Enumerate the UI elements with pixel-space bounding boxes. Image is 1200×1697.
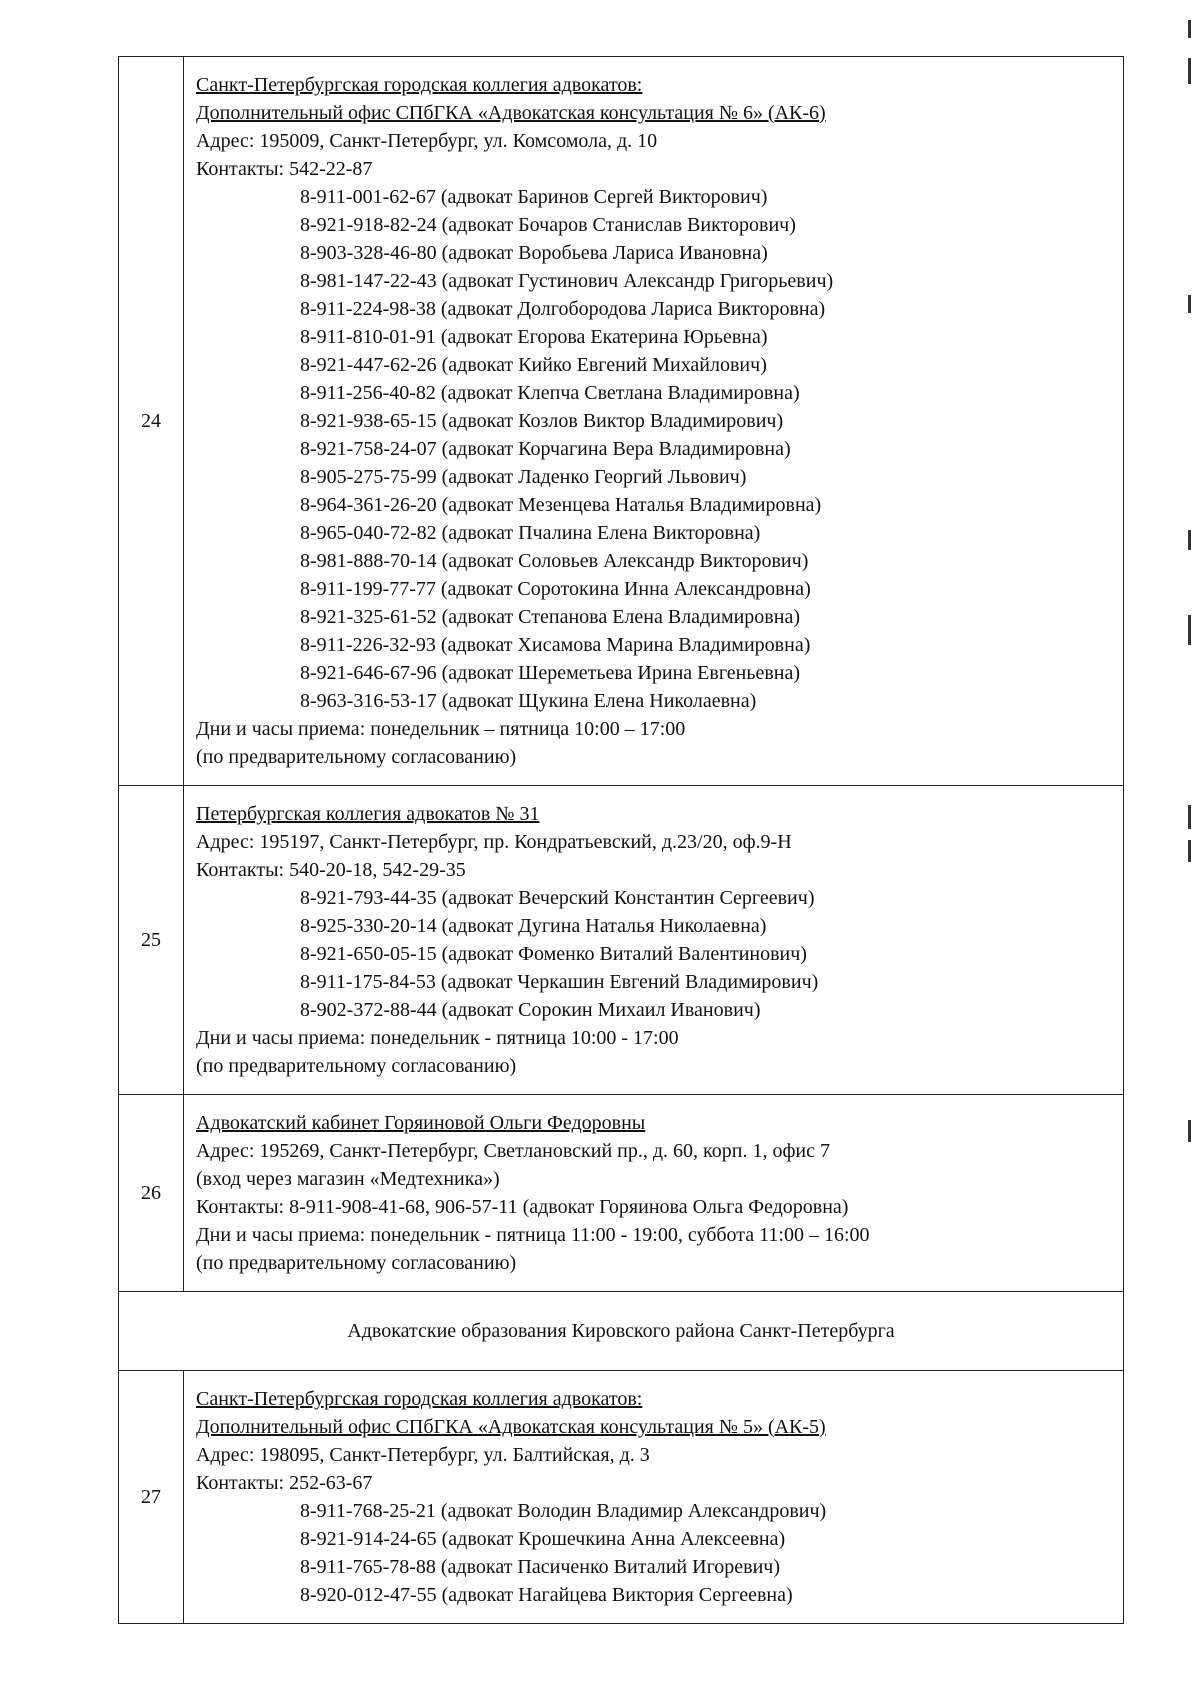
scan-edge-mark xyxy=(1188,58,1191,84)
row-number: 27 xyxy=(119,1371,184,1624)
phone-entry: 8-921-914-24-65 (адвокат Крошечкина Анна Алексеевна) xyxy=(300,1528,786,1550)
phone-entry: 8-911-001-62-67 (адвокат Баринов Сергей Викторович) xyxy=(300,186,768,208)
phone-entry: 8-911-810-01-91 (адвокат Егорова Екатерина Юрьевна) xyxy=(300,326,768,348)
row-content xyxy=(184,1095,1124,1292)
phone-entry: 8-921-646-67-96 (адвокат Шереметьева Ирина Евгеньевна) xyxy=(300,662,801,684)
phone-entry: 8-911-768-25-21 (адвокат Володин Владимир Александрович) xyxy=(300,1500,827,1522)
row-content xyxy=(184,57,1124,786)
scan-edge-mark xyxy=(1188,615,1191,645)
scan-edge-mark xyxy=(1188,1120,1191,1142)
row-number: 26 xyxy=(119,1095,184,1292)
org-name: Санкт-Петербургская городская коллегия адвокатов: xyxy=(196,1388,643,1410)
row-number: 25 xyxy=(119,786,184,1095)
phone-entry: 8-921-793-44-35 (адвокат Вечерский Константин Сергеевич) xyxy=(300,887,815,909)
scan-edge-mark xyxy=(1188,805,1191,829)
row-content xyxy=(184,1371,1124,1624)
office-hours: Дни и часы приема: понедельник - пятница 11:00 - 19:00, суббота 11:00 – 16:00 xyxy=(196,1224,870,1246)
phone-entry: 8-964-361-26-20 (адвокат Мезенцева Наталья Владимировна) xyxy=(300,494,822,516)
phone-entry: 8-921-325-61-52 (адвокат Степанова Елена Владимировна) xyxy=(300,606,800,628)
phone-entry: 8-911-226-32-93 (адвокат Хисамова Марина Владимировна) xyxy=(300,634,811,656)
row-content xyxy=(184,786,1124,1095)
row-number: 24 xyxy=(119,57,184,786)
phone-entry: 8-911-175-84-53 (адвокат Черкашин Евгений Владимирович) xyxy=(300,971,819,993)
contacts: Контакты: 540-20-18, 542-29-35 xyxy=(196,859,466,881)
phone-entry: 8-911-256-40-82 (адвокат Клепча Светлана Владимировна) xyxy=(300,382,800,404)
phone-entry: 8-911-199-77-77 (адвокат Соротокина Инна Александровна) xyxy=(300,578,811,600)
phone-entry: 8-905-275-75-99 (адвокат Ладенко Георгий Львович) xyxy=(300,466,747,488)
attorney-table xyxy=(118,56,1124,1624)
phone-entry: 8-911-765-78-88 (адвокат Пасиченко Виталий Игоревич) xyxy=(300,1556,781,1578)
section-heading: Адвокатские образования Кировского района Санкт-Петербурга xyxy=(119,1292,1124,1371)
phone-entry: 8-963-316-53-17 (адвокат Щукина Елена Николаевна) xyxy=(300,690,757,712)
table-row xyxy=(119,57,1124,786)
contacts: Контакты: 542-22-87 xyxy=(196,158,373,180)
org-name: Санкт-Петербургская городская коллегия адвокатов: xyxy=(196,74,643,96)
phone-entry: 8-902-372-88-44 (адвокат Сорокин Михаил Иванович) xyxy=(300,999,761,1021)
phone-entry: 8-921-447-62-26 (адвокат Кийко Евгений Михайлович) xyxy=(300,354,767,376)
org-office: Дополнительный офис СПбГКА «Адвокатская консультация № 5» (АК-5) xyxy=(196,1416,826,1438)
hours-note: (по предварительному согласованию) xyxy=(196,1252,517,1274)
hours-note: (по предварительному согласованию) xyxy=(196,1055,517,1077)
phone-entry: 8-981-147-22-43 (адвокат Густинович Александр Григорьевич) xyxy=(300,270,834,292)
phone-entry: 8-921-650-05-15 (адвокат Фоменко Виталий Валентинович) xyxy=(300,943,807,965)
scan-edge-mark xyxy=(1188,840,1191,862)
scan-edge-mark xyxy=(1188,295,1191,313)
address: Адрес: 195009, Санкт-Петербург, ул. Комсомола, д. 10 xyxy=(196,130,658,152)
table-row xyxy=(119,1371,1124,1624)
phone-entry: 8-925-330-20-14 (адвокат Дугина Наталья Николаевна) xyxy=(300,915,767,937)
contacts: Контакты: 252-63-67 xyxy=(196,1472,373,1494)
table-row xyxy=(119,1095,1124,1292)
section-row xyxy=(119,1292,1124,1371)
hours-note: (по предварительному согласованию) xyxy=(196,746,517,768)
office-hours: Дни и часы приема: понедельник – пятница 10:00 – 17:00 xyxy=(196,718,686,740)
phone-entry: 8-911-224-98-38 (адвокат Долгобородова Лариса Викторовна) xyxy=(300,298,826,320)
table-row xyxy=(119,786,1124,1095)
org-name: Петербургская коллегия адвокатов № 31 xyxy=(196,803,540,825)
contacts: Контакты: 8-911-908-41-68, 906-57-11 (адвокат Горяинова Ольга Федоровна) xyxy=(196,1196,849,1218)
phone-entry: 8-965-040-72-82 (адвокат Пчалина Елена Викторовна) xyxy=(300,522,761,544)
scan-edge-mark xyxy=(1188,20,1191,38)
phone-entry: 8-921-758-24-07 (адвокат Корчагина Вера Владимировна) xyxy=(300,438,791,460)
phone-entry: 8-903-328-46-80 (адвокат Воробьева Лариса Ивановна) xyxy=(300,242,768,264)
scan-edge-mark xyxy=(1188,530,1191,550)
org-name: Адвокатский кабинет Горяиновой Ольги Федоровны xyxy=(196,1112,646,1134)
phone-entry: 8-921-938-65-15 (адвокат Козлов Виктор Владимирович) xyxy=(300,410,784,432)
address-entrance: (вход через магазин «Медтехника») xyxy=(196,1168,500,1190)
address: Адрес: 198095, Санкт-Петербург, ул. Балтийская, д. 3 xyxy=(196,1444,650,1466)
phone-entry: 8-920-012-47-55 (адвокат Нагайцева Виктория Сергеевна) xyxy=(300,1584,793,1606)
address: Адрес: 195269, Санкт-Петербург, Светлановский пр., д. 60, корп. 1, офис 7 xyxy=(196,1140,830,1162)
phone-entry: 8-981-888-70-14 (адвокат Соловьев Александр Викторович) xyxy=(300,550,809,572)
org-office: Дополнительный офис СПбГКА «Адвокатская консультация № 6» (АК-6) xyxy=(196,102,826,124)
address: Адрес: 195197, Санкт-Петербург, пр. Кондратьевский, д.23/20, оф.9-Н xyxy=(196,831,792,853)
phone-entry: 8-921-918-82-24 (адвокат Бочаров Станислав Викторович) xyxy=(300,214,796,236)
office-hours: Дни и часы приема: понедельник - пятница 10:00 - 17:00 xyxy=(196,1027,679,1049)
